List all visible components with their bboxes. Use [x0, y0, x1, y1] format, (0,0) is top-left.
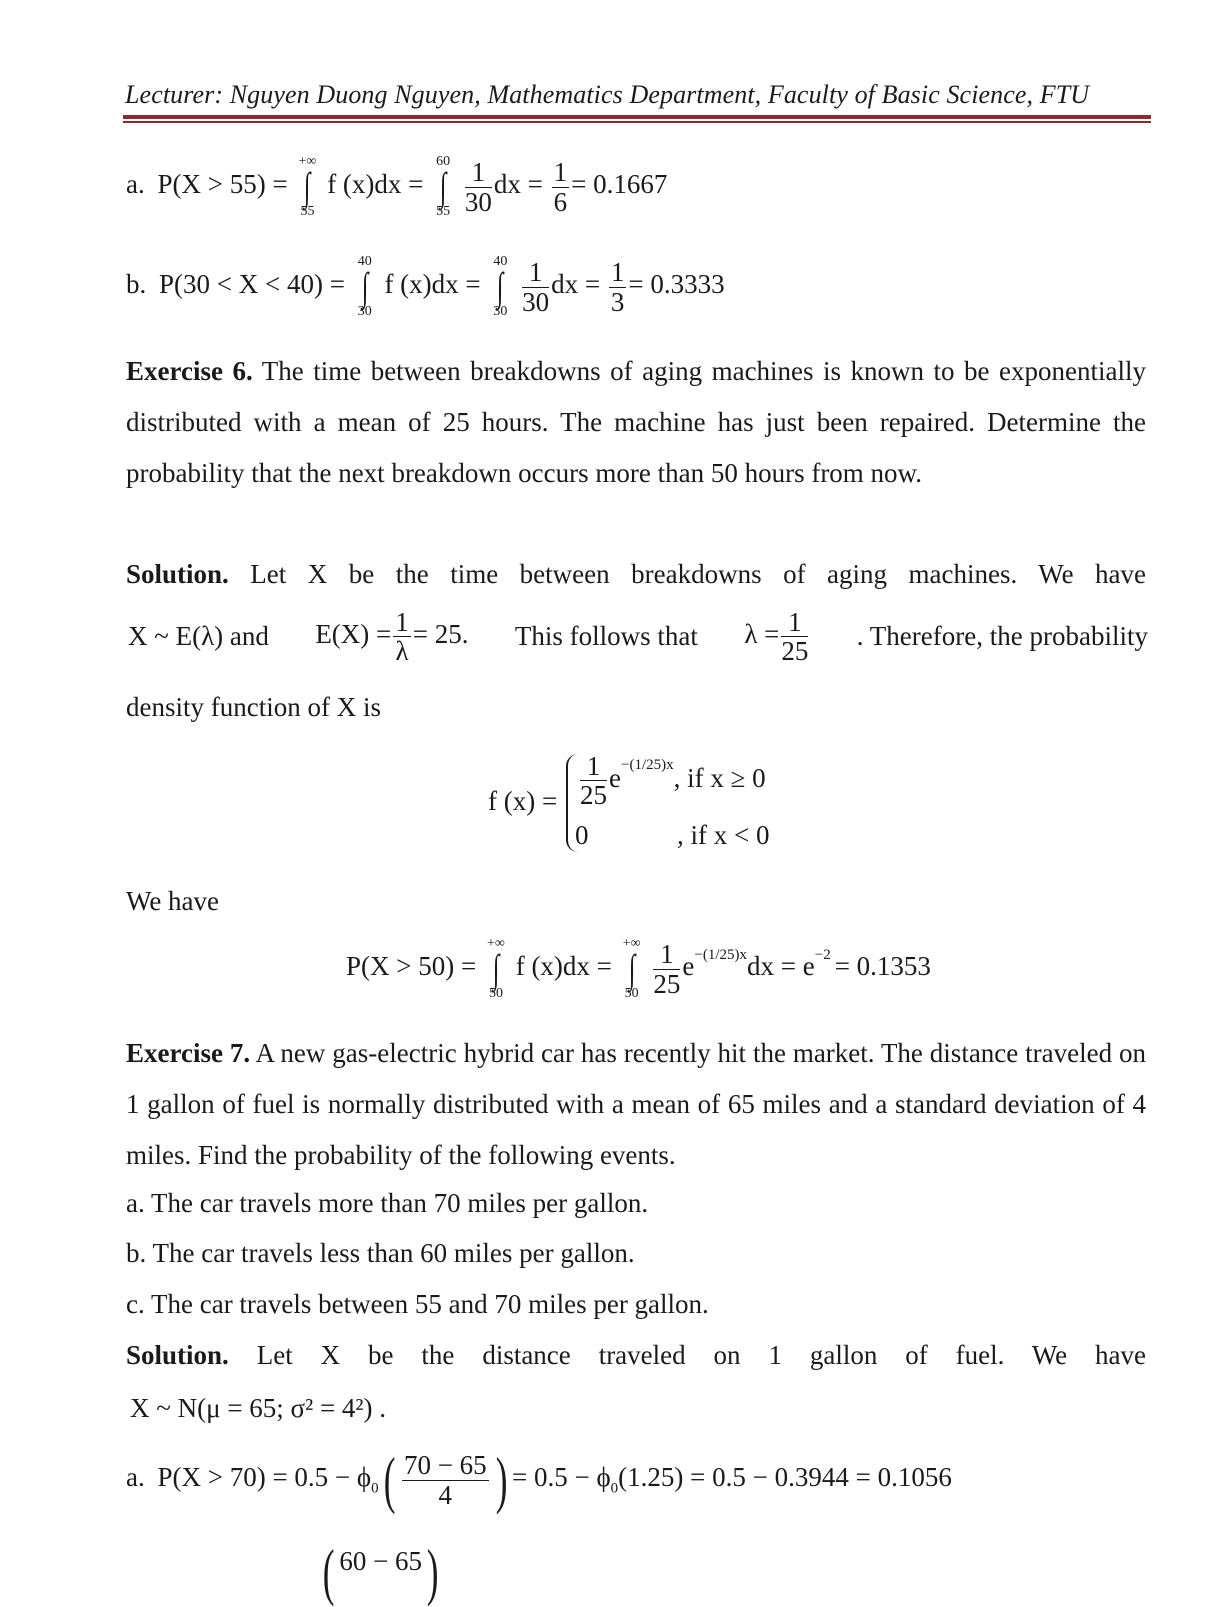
exercise-7 [126, 1028, 1146, 1181]
right-paren: ) [495, 1444, 508, 1515]
solution-7-line1 [126, 1330, 1146, 1381]
lambda-def: λ = $\frac{1}{25}$ [744, 607, 809, 667]
eq-a-integrand: f (x)dx = [327, 169, 424, 200]
eq-b-integrand: f (x)dx = [384, 269, 481, 300]
eq-7a-tail: (1.25) = 0.5 − 0.3944 = 0.1056 [618, 1462, 952, 1493]
eq-b-label: b. [126, 269, 147, 300]
equation-p50: P(X > 50) = +∞ ∫ 50 f (x)dx = +∞ ∫ 50 $\frac{1}{25}$ $e^{-(1/25)x}dx = e^{-2} = 0.1353$ [346, 936, 931, 1001]
eq-7a-label: a. [126, 1462, 145, 1493]
eq-7b-numerator: 60 − 65 [339, 1546, 423, 1576]
fraction: $\frac{1}{3}$ [610, 257, 625, 317]
left-paren: ( [383, 1444, 396, 1515]
fraction: $\frac{1}{30}$ [464, 157, 492, 217]
integral-sign: +∞ ∫ 50 [622, 936, 641, 1001]
exercise-7-title: Exercise 7. [126, 1038, 251, 1068]
fraction: $\frac{1}{30}$ [522, 257, 550, 317]
eq-b-dx: dx = [551, 269, 601, 300]
expectation: E(X) = $\frac{1}{\lambda}$ = 25. [315, 607, 469, 667]
fraction: $\frac{70 - 65}{4}$ [403, 1450, 487, 1510]
solution-6-text: Let X be the time between breakdowns of aging machines. We have [250, 559, 1147, 589]
exercise-6-text: The time between breakdowns of aging machines is known to be exponentially distributed with a mean of 25 hours. The machine has just been repaired. Determine the probability that the next breakdown occurs more than 50 hours from now. [126, 356, 1146, 488]
eq-7a-rhs-sub: 0 [610, 1480, 619, 1497]
solution-6-line1 [126, 549, 1146, 600]
exercise-7-item-c: c. The car travels between 55 and 70 miles per gallon. [126, 1289, 709, 1319]
integral-sign: 40 ∫ 30 [493, 254, 508, 319]
solution-6-line3: density function of X is [126, 692, 381, 722]
eq-p50-lhs: P(X > 50) = [346, 951, 477, 982]
header-rule [123, 115, 1151, 119]
integral-sign: +∞ ∫ 55 [298, 154, 317, 219]
eq-7a-sub: 0 [371, 1480, 379, 1497]
exercise-6 [126, 346, 1146, 499]
integral-sign: +∞ ∫ 50 [487, 936, 505, 1001]
eq-a-result: = 0.1667 [571, 169, 668, 200]
dist-def: X ~ E(λ) and [128, 621, 269, 652]
fraction: $\frac{1}{6}$ [553, 157, 568, 217]
solution-6-title: Solution. [126, 559, 229, 589]
equation-a [126, 155, 667, 219]
solution-6-line2 [128, 608, 1148, 666]
we-have: We have [126, 886, 220, 916]
follows-text: This follows that [514, 621, 698, 652]
eq-p50-integrand: f (x)dx = [515, 951, 612, 982]
header-rule-thin [123, 121, 1151, 123]
solution-7-dist: X ~ N(μ = 65; σ² = 4²) . [130, 1393, 387, 1423]
exercise-7-item-a: a. The car travels more than 70 miles per gallon. [126, 1188, 649, 1218]
left-paren: ( [322, 1536, 335, 1607]
pdf-case-1: $\frac{1}{25}$ $e^{-(1/25)x}$, if x ≥ 0 [580, 751, 766, 811]
therefore-text: . Therefore, the probability [856, 621, 1148, 652]
pdf-lhs: f (x) = [488, 786, 558, 816]
exercise-6-title: Exercise 6. [126, 356, 253, 386]
equation-7a [126, 1444, 952, 1515]
eq-b-lhs: P(30 < X < 40) = [159, 269, 345, 300]
fraction: $\frac{1}{25}$ [653, 939, 681, 999]
equation-b [126, 255, 725, 319]
eq-a-dx: dx = [493, 169, 543, 200]
eq-b-result: = 0.3333 [628, 269, 725, 300]
eq-7a-lhs: P(X > 70) = 0.5 − ϕ [157, 1462, 372, 1493]
equation-7b-partial [318, 1536, 443, 1607]
integral-sign: 40 ∫ 30 [357, 254, 372, 319]
page-header: Lecturer: Nguyen Duong Nguyen, Mathematics Department, Faculty of Basic Science, FTU [125, 80, 1090, 109]
eq-a-label: a. [126, 169, 145, 200]
pdf-case-2: 0 [575, 820, 589, 850]
integral-sign: 60 ∫ 55 [436, 154, 451, 219]
solution-7-text: Let X be the distance traveled on 1 gallon of fuel. We have [256, 1340, 1147, 1370]
eq-7a-rhs: = 0.5 − ϕ [511, 1462, 611, 1493]
pdf-case-2-cond: , if x < 0 [677, 820, 770, 850]
right-paren: ) [426, 1536, 439, 1607]
exercise-7-item-b: b. The car travels less than 60 miles per gallon. [126, 1238, 635, 1268]
solution-7-title: Solution. [126, 1340, 229, 1370]
eq-a-lhs: P(X > 55) = [157, 169, 288, 200]
exercise-7-text: A new gas-electric hybrid car has recently hit the market. The distance traveled on 1 gallon of fuel is normally distributed with a mean of 65 miles and a standard deviation of 4 miles. Find the probability of the following events. [126, 1038, 1146, 1170]
